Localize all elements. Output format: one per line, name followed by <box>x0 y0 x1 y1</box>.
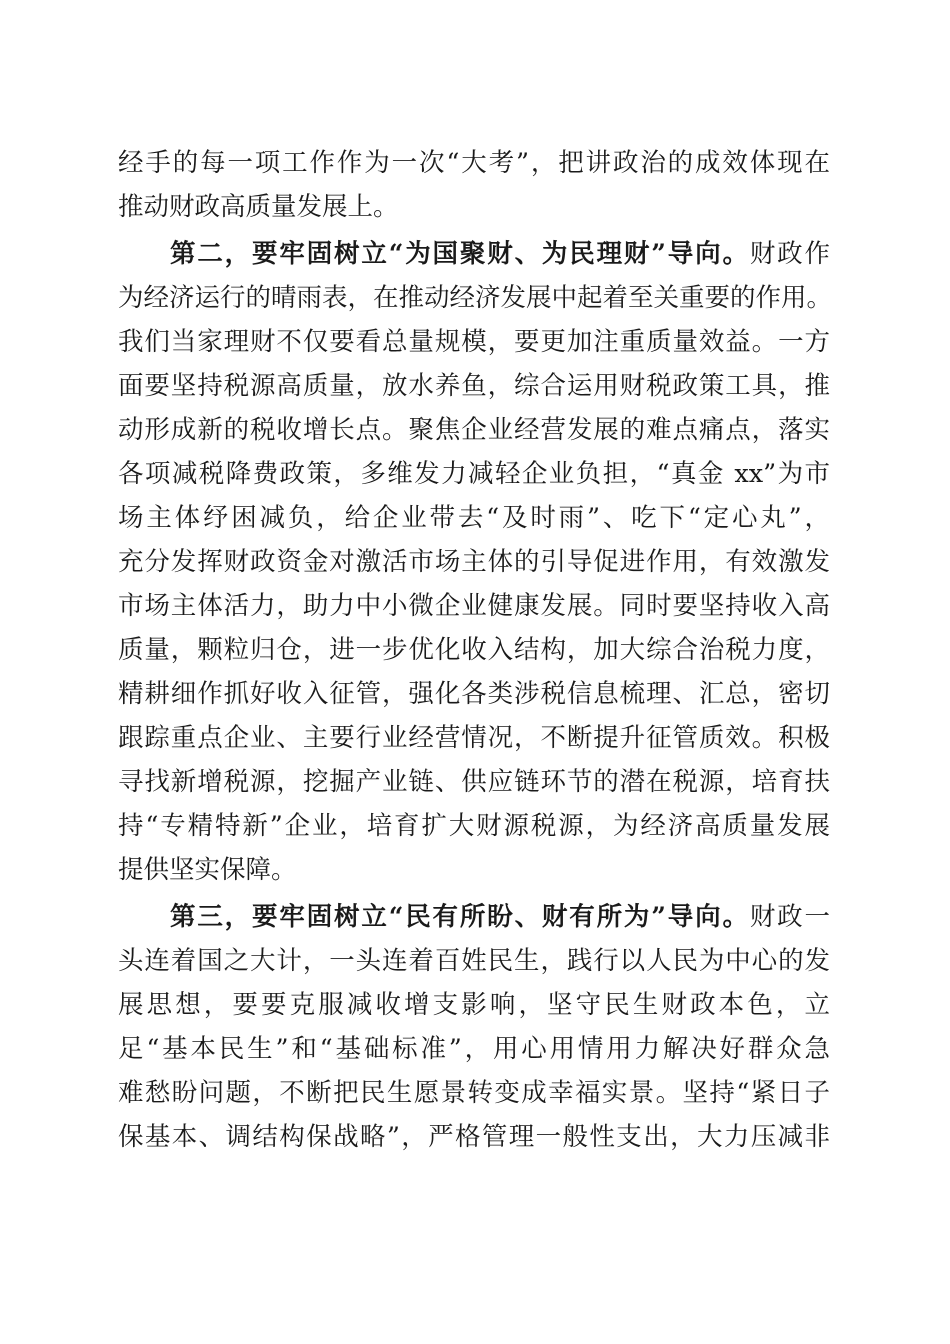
text-line: 足“基本民生”和“基础标准”，用心用情用力解决好群众急 <box>118 1034 830 1064</box>
text-line: 为经济运行的晴雨表，在推动经济发展中起着至关重要的作用。 <box>118 283 833 313</box>
text-line: 保基本、调结构保战略”，严格管理一般性支出，大力压减非 <box>118 1122 830 1152</box>
text-line: 质量，颗粒归仓，进一步优化收入结构，加大综合治税力度， <box>118 635 830 665</box>
text-line: 头连着国之大计，一头连着百姓民生，践行以人民为中心的发 <box>118 946 830 976</box>
text-line: 动形成新的税收增长点。聚焦企业经营发展的难点痛点，落实 <box>118 415 830 445</box>
text-line: 经手的每一项工作作为一次“大考”，把讲政治的成效体现在 <box>118 148 830 178</box>
text-line: 跟踪重点企业、主要行业经营情况，不断提升征管质效。积极 <box>118 723 830 753</box>
section-2-first-line-rest: 财政作 <box>749 239 830 269</box>
text-line: 面要坚持税源高质量，放水养鱼，综合运用财税政策工具，推 <box>118 371 830 401</box>
section-3-heading: 第三，要牢固树立“民有所盼、财有所为”导向。 <box>170 902 750 932</box>
text-line: 持“专精特新”企业，培育扩大财源税源，为经济高质量发展 <box>118 811 830 841</box>
section-3-first-line <box>170 895 830 939</box>
text-line: 提供坚实保障。 <box>118 855 297 885</box>
text-line: 市场主体活力，助力中小微企业健康发展。同时要坚持收入高 <box>118 591 830 621</box>
text-line: 场主体纾困减负，给企业带去“及时雨”、吃下“定心丸”， <box>118 503 830 533</box>
text-line: 精耕细作抓好收入征管，强化各类涉税信息梳理、汇总，密切 <box>118 679 830 709</box>
section-2-heading: 第二，要牢固树立“为国聚财、为民理财”导向。 <box>170 239 750 269</box>
text-line: 充分发挥财政资金对激活市场主体的引导促进作用，有效激发 <box>118 547 830 577</box>
text-line: 推动财政高质量发展上。 <box>118 192 399 222</box>
text-line: 各项减税降费政策，多维发力减轻企业负担，“真金 xx”为市 <box>118 459 830 489</box>
text-line: 寻找新增税源，挖掘产业链、供应链环节的潜在税源，培育扶 <box>118 767 830 797</box>
section-2-first-line <box>170 232 830 276</box>
text-line: 难愁盼问题，不断把民生愿景转变成幸福实景。坚持“紧日子 <box>118 1078 830 1108</box>
text-line: 展思想，要要克服减收增支影响，坚守民生财政本色，立 <box>118 990 830 1020</box>
section-3-first-line-rest: 财政一 <box>749 902 830 932</box>
text-line: 我们当家理财不仅要看总量规模，要更加注重质量效益。一方 <box>118 327 830 357</box>
